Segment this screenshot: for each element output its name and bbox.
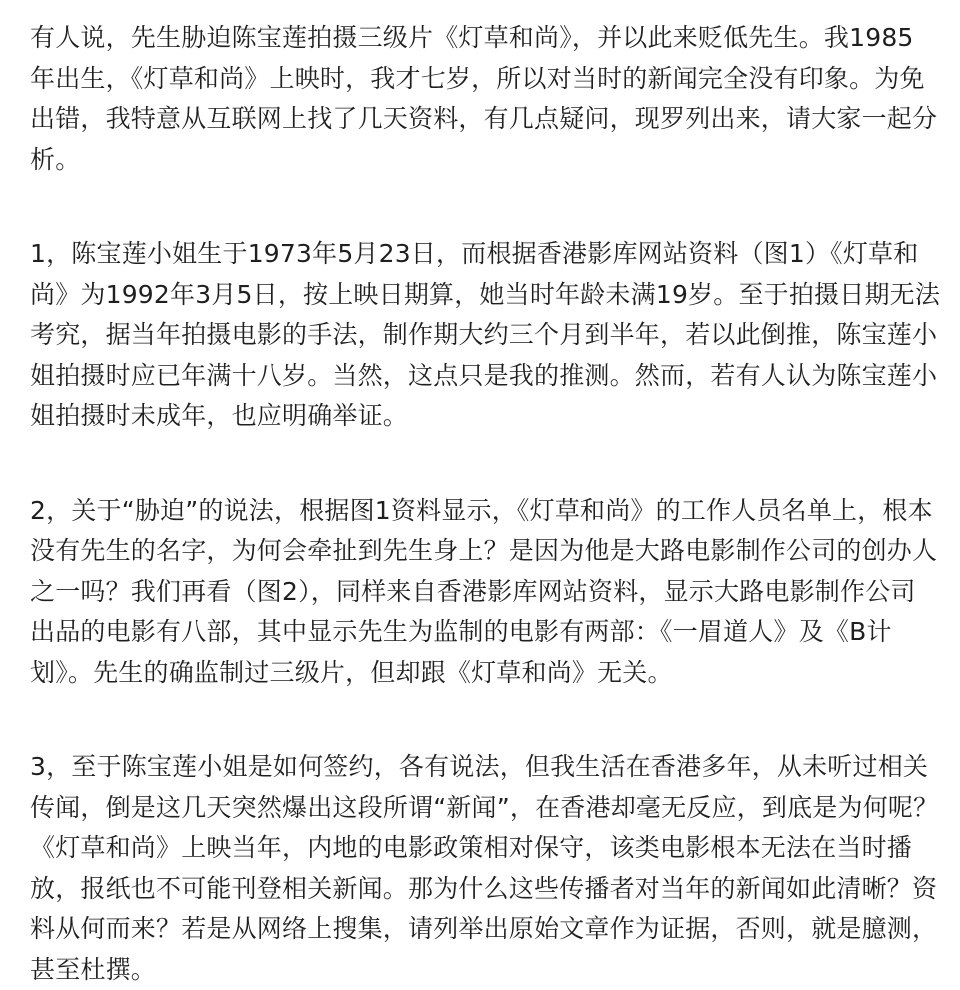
text-line: 年出生，《灯草和尚》上映时，我才七岁，所以对当时的新闻完全没有印象。为免	[30, 59, 938, 100]
text-line: 划》。先生的确监制过三级片，但却跟《灯草和尚》无关。	[30, 653, 938, 694]
text-line: 之一吗？我们再看（图2），同样来自香港影库网站资料，显示大路电影制作公司	[30, 572, 938, 613]
text-line: 传闻，倒是这几天突然爆出这段所谓“新闻”，在香港却毫无反应，到底是为何呢？	[30, 788, 938, 829]
text-line: 姐拍摄时未成年，也应明确举证。	[30, 396, 938, 437]
paragraph-spacer	[30, 693, 938, 747]
paragraph-point-1	[30, 234, 938, 437]
text-line: 没有先生的名字，为何会牵扯到先生身上？是因为他是大路电影制作公司的创办人	[30, 531, 938, 572]
text-line: 《灯草和尚》上映当年，内地的电影政策相对保守，该类电影根本无法在当时播	[30, 828, 938, 869]
text-line: 有人说，先生胁迫陈宝莲拍摄三级片《灯草和尚》，并以此来贬低先生。我1985	[30, 18, 938, 59]
text-line: 尚》为1992年3月5日，按上映日期算，她当时年龄未满19岁。至于拍摄日期无法	[30, 275, 938, 316]
paragraph-point-3	[30, 747, 938, 990]
text-line: 考究，据当年拍摄电影的手法，制作期大约三个月到半年，若以此倒推，陈宝莲小	[30, 315, 938, 356]
text-line: 出错，我特意从互联网上找了几天资料，有几点疑问，现罗列出来，请大家一起分	[30, 99, 938, 140]
paragraph-intro	[30, 18, 938, 180]
text-line: 出品的电影有八部，其中显示先生为监制的电影有两部：《一眉道人》及《B计	[30, 612, 938, 653]
text-line: 放，报纸也不可能刊登相关新闻。那为什么这些传播者对当年的新闻如此清晰？资	[30, 869, 938, 910]
paragraph-spacer	[30, 180, 938, 234]
text-line: 姐拍摄时应已年满十八岁。当然，这点只是我的推测。然而，若有人认为陈宝莲小	[30, 356, 938, 397]
paragraph-point-2	[30, 491, 938, 694]
text-line: 1，陈宝莲小姐生于1973年5月23日，而根据香港影库网站资料（图1）《灯草和	[30, 234, 938, 275]
text-line: 料从何而来？若是从网络上搜集，请列举出原始文章作为证据，否则，就是臆测，	[30, 909, 938, 950]
text-line: 2，关于“胁迫”的说法，根据图1资料显示，《灯草和尚》的工作人员名单上，根本	[30, 491, 938, 532]
paragraph-spacer	[30, 437, 938, 491]
text-line: 3，至于陈宝莲小姐是如何签约，各有说法，但我生活在香港多年，从未听过相关	[30, 747, 938, 788]
text-line: 甚至杜撰。	[30, 950, 938, 990]
text-line: 析。	[30, 140, 938, 181]
